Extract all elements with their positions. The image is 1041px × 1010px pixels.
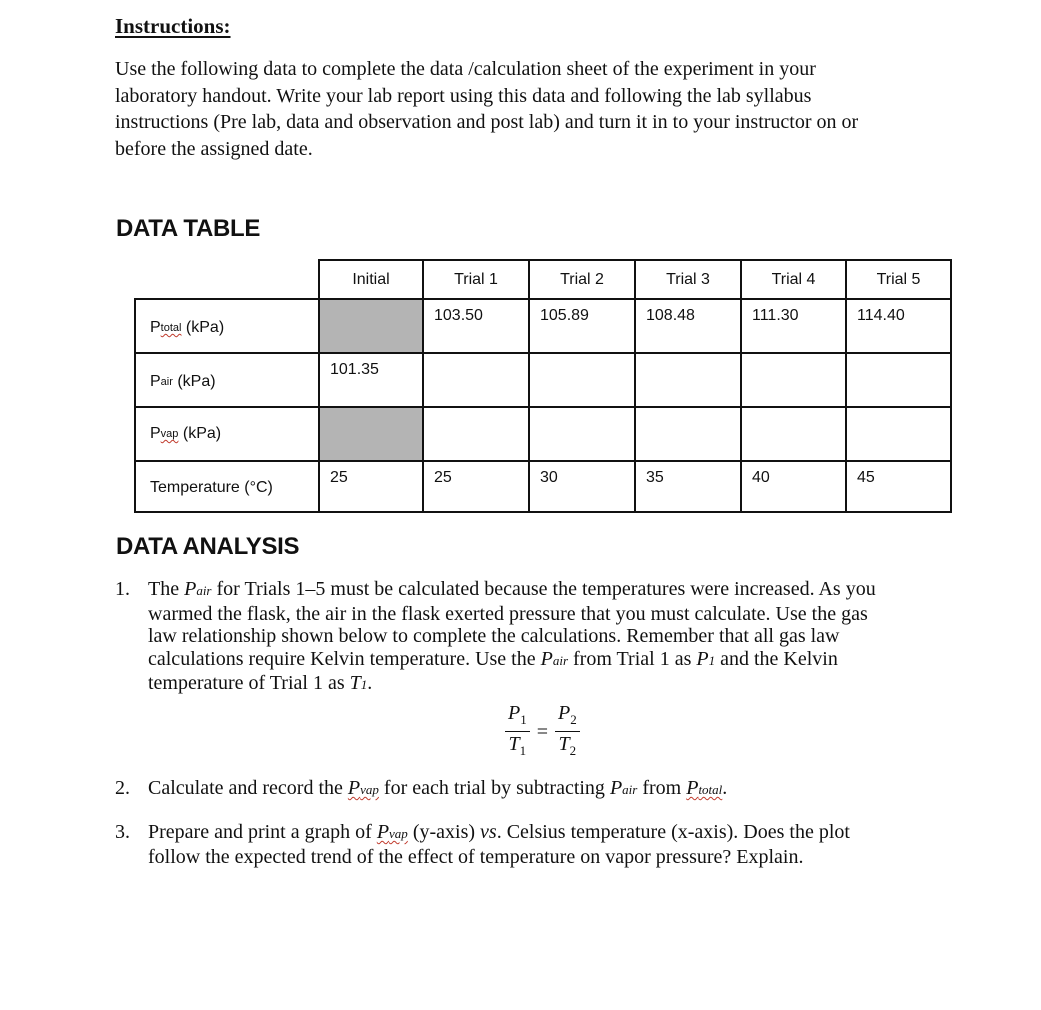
row-label-unit: (kPa) [181, 319, 225, 336]
table-cell: 45 [845, 460, 952, 513]
row-label-symbol: P [150, 425, 161, 442]
symbol-t1 [350, 672, 368, 694]
formula-symbol: P [508, 702, 521, 724]
symbol: P [686, 777, 699, 799]
formula-symbol: T [508, 733, 520, 755]
symbol-subscript: air [552, 652, 569, 668]
row-label-temperature: Temperature (°C) [134, 460, 320, 513]
text: from Trial 1 as [568, 647, 697, 670]
instructions-heading: Instructions: [115, 14, 231, 38]
text-vs: vs [480, 821, 497, 843]
table-cell [634, 352, 742, 408]
symbol-subscript: vap [389, 826, 408, 841]
column-header-trial-3: Trial 3 [634, 259, 742, 300]
symbol: P [609, 777, 623, 799]
analysis-item-2 [115, 777, 1015, 803]
row-label-subscript: vap [160, 428, 179, 440]
text: (y-axis) [407, 821, 481, 843]
symbol-p-total [686, 777, 722, 799]
formula-subscript: 1 [520, 712, 527, 727]
table-cell-empty-gray [318, 298, 424, 354]
table-cell: 111.30 [740, 298, 847, 354]
row-label-p-vap [134, 406, 320, 462]
analysis-item-1 [115, 578, 1015, 693]
column-header-initial: Initial [318, 259, 424, 300]
table-cell: 114.40 [845, 298, 952, 354]
item-number: 1. [115, 578, 130, 600]
table-cell: 25 [422, 460, 530, 513]
symbol-subscript: 1 [708, 652, 716, 668]
instructions-line: instructions (Pre lab, data and observation and post lab) and turn it in to your instructor on or [115, 111, 859, 133]
table-cell: 105.89 [528, 298, 636, 354]
row-label-unit: (kPa) [172, 373, 216, 390]
table-cell [422, 352, 530, 408]
symbol-subscript: total [698, 782, 723, 797]
symbol: P [696, 647, 709, 670]
symbol-p-air [184, 578, 211, 600]
table-cell: 108.48 [634, 298, 742, 354]
text: Prepare and print a graph of [148, 821, 377, 843]
text: for each trial by subtracting [378, 777, 610, 799]
text: and the Kelvin [715, 647, 838, 670]
data-table-heading: DATA TABLE [116, 215, 261, 242]
symbol: P [347, 777, 361, 799]
instructions-line: laboratory handout. Write your lab report using this data and following the lab syllabus [115, 84, 812, 107]
equals-sign: = [536, 721, 548, 743]
gas-law-formula [505, 702, 580, 763]
formula-symbol: T [558, 733, 570, 755]
row-label-subscript: total [160, 322, 182, 334]
symbol-p-vap [348, 777, 379, 799]
table-cell [845, 352, 952, 408]
column-header-trial-2: Trial 2 [528, 259, 636, 300]
column-header-trial-4: Trial 4 [740, 259, 847, 300]
formula-subscript: 1 [519, 743, 527, 758]
text: for Trials 1–5 must be calculated because the temperatures were increased. As you [211, 578, 876, 600]
table-cell [740, 406, 847, 462]
table-cell: 30 [528, 460, 636, 513]
column-header-trial-5: Trial 5 [845, 259, 952, 300]
text: calculations require Kelvin temperature. Use the [148, 647, 541, 670]
instructions-line: before the assigned date. [115, 137, 313, 160]
table-cell [634, 406, 742, 462]
text: . [367, 672, 373, 694]
column-header-trial-1: Trial 1 [422, 259, 530, 300]
row-label-unit: (kPa) [178, 425, 222, 442]
text: from [637, 777, 687, 799]
table-cell: 25 [318, 460, 424, 513]
symbol: P [184, 578, 197, 600]
row-label-symbol: P [150, 373, 161, 390]
row-label-p-air [134, 352, 320, 408]
table-cell: 35 [634, 460, 742, 513]
table-cell: 40 [740, 460, 847, 513]
symbol-subscript: 1 [360, 677, 368, 692]
symbol-p-air [610, 777, 637, 799]
instructions-body [115, 56, 975, 162]
analysis-item-3 [115, 821, 1015, 871]
table-cell [422, 406, 530, 462]
symbol: P [540, 647, 553, 670]
symbol: P [376, 821, 390, 843]
text: temperature of Trial 1 as [148, 672, 350, 694]
table-cell [845, 406, 952, 462]
data-analysis-heading: DATA ANALYSIS [116, 533, 300, 560]
symbol-p1 [696, 648, 715, 670]
row-label-p-total [134, 298, 320, 354]
formula-subscript: 2 [570, 712, 577, 727]
text: . Celsius temperature (x-axis). Does the plot [496, 821, 850, 843]
instructions-line: Use the following data to complete the data /calculation sheet of the experiment in your [115, 58, 816, 80]
row-label-subscript: air [160, 376, 173, 388]
text: . [722, 777, 728, 799]
formula-symbol: P [558, 702, 571, 724]
symbol-p-air [541, 648, 568, 670]
symbol: T [349, 672, 361, 694]
text: follow the expected trend of the effect of temperature on vapor pressure? Explain. [148, 845, 804, 868]
table-cell: 101.35 [318, 352, 424, 408]
item-number: 3. [115, 821, 130, 843]
symbol-subscript: air [196, 583, 212, 598]
text: warmed the flask, the air in the flask exerted pressure that you must calculate. Use the gas [148, 602, 868, 625]
fraction-p1-t1 [505, 702, 530, 763]
fraction-p2-t2 [555, 702, 580, 763]
table-cell-empty-gray [318, 406, 424, 462]
table-cell [528, 406, 636, 462]
table-cell: 103.50 [422, 298, 530, 354]
formula-subscript: 2 [569, 743, 577, 758]
symbol-subscript: air [622, 782, 638, 797]
text: Calculate and record the [148, 777, 348, 799]
symbol-p-vap [377, 821, 408, 843]
row-label-symbol: P [150, 319, 161, 336]
table-cell [740, 352, 847, 408]
item-number: 2. [115, 777, 130, 799]
text: The [148, 578, 185, 600]
table-cell [528, 352, 636, 408]
symbol-subscript: vap [360, 782, 379, 797]
text: law relationship shown below to complete the calculations. Remember that all gas law [148, 625, 840, 647]
